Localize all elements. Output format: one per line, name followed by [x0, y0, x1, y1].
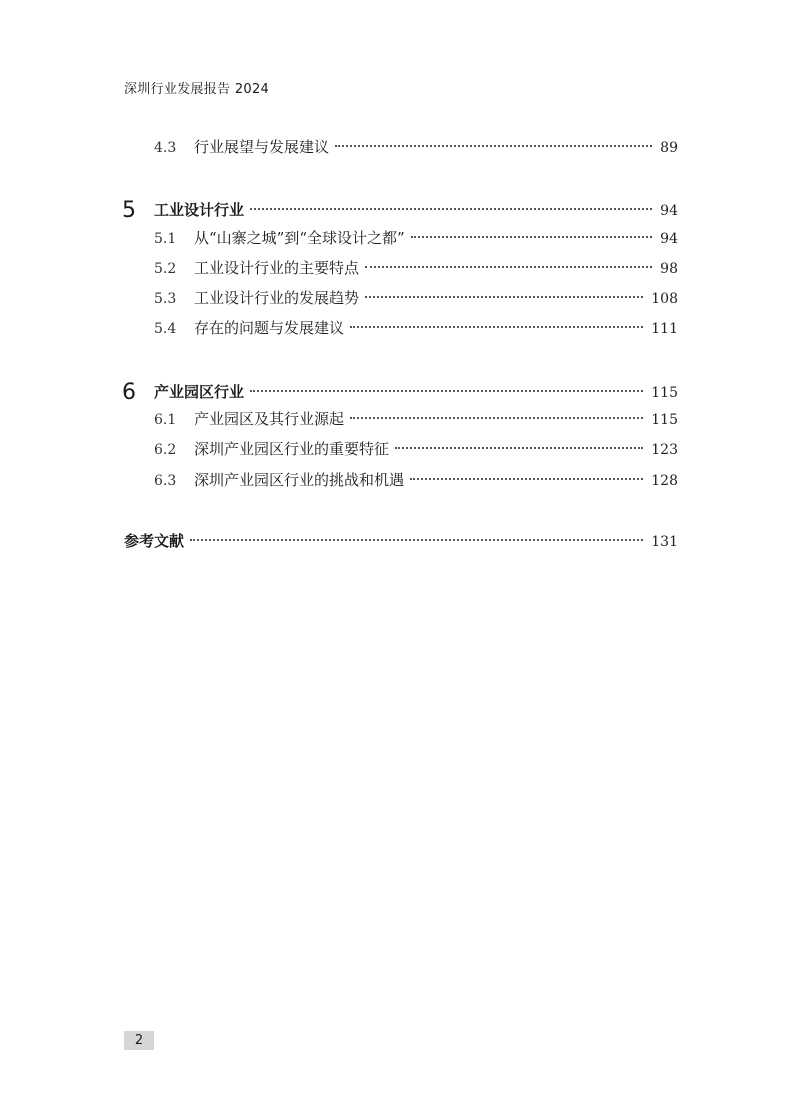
- page-number: 111: [651, 321, 678, 337]
- section-title: 深圳产业园区行业的重要特征: [194, 440, 390, 458]
- section-title: 工业设计行业的主要特点: [194, 259, 360, 277]
- toc-chapter-5[interactable]: [122, 196, 678, 223]
- toc-entry-5-3[interactable]: [154, 287, 678, 309]
- section-number: 6.1: [154, 412, 177, 428]
- section-number: 6.3: [154, 473, 177, 489]
- section-number: 5.2: [154, 261, 177, 277]
- toc-entry-6-1[interactable]: [154, 408, 678, 430]
- dot-leader: [250, 390, 643, 392]
- folio-page-number: 2: [124, 1031, 154, 1050]
- section-title: 产业园区及其行业源起: [194, 410, 345, 428]
- section-title: 工业设计行业的发展趋势: [194, 289, 360, 307]
- dot-leader: [365, 296, 643, 298]
- chapter-number: 6: [122, 380, 136, 405]
- section-title: 从“山寨之城”到“全球设计之都”: [194, 229, 405, 247]
- chapter-title: 产业园区行业: [154, 383, 245, 401]
- toc-entry-4-3[interactable]: [154, 136, 678, 158]
- section-title: 深圳产业园区行业的挑战和机遇: [194, 471, 405, 489]
- page-number: 108: [651, 291, 678, 307]
- dot-leader: [395, 447, 643, 449]
- dot-leader: [411, 236, 652, 238]
- page-number: 89: [660, 140, 678, 156]
- section-title: 行业展望与发展建议: [194, 138, 330, 156]
- page-number: 123: [651, 442, 678, 458]
- section-number: 5.4: [154, 321, 177, 337]
- dot-leader: [350, 417, 643, 419]
- page-number: 128: [651, 473, 678, 489]
- section-number: 5.1: [154, 231, 177, 247]
- dot-leader: [250, 208, 652, 210]
- toc-entry-6-3[interactable]: [154, 469, 678, 491]
- toc-entry-5-1[interactable]: [154, 227, 678, 249]
- page-number: 115: [651, 385, 678, 401]
- page-number: 98: [660, 261, 678, 277]
- chapter-number: 5: [122, 198, 136, 223]
- references-title: 参考文献: [124, 532, 185, 550]
- dot-leader: [365, 266, 652, 268]
- toc-chapter-6[interactable]: [122, 378, 678, 405]
- page-number: 94: [660, 231, 678, 247]
- section-title: 存在的问题与发展建议: [194, 319, 345, 337]
- toc-entry-5-2[interactable]: [154, 257, 678, 279]
- toc-entry-5-4[interactable]: [154, 317, 678, 339]
- dot-leader: [350, 326, 643, 328]
- dot-leader: [410, 478, 643, 480]
- section-number: 5.3: [154, 291, 177, 307]
- page-number: 94: [660, 203, 678, 219]
- running-header: 深圳行业发展报告 2024: [124, 82, 270, 97]
- toc-entry-6-2[interactable]: [154, 438, 678, 460]
- page-number: 131: [651, 534, 678, 550]
- section-number: 6.2: [154, 442, 177, 458]
- page-number: 115: [651, 412, 678, 428]
- section-number: 4.3: [154, 140, 177, 156]
- chapter-title: 工业设计行业: [154, 201, 245, 219]
- dot-leader: [190, 539, 643, 541]
- dot-leader: [335, 145, 652, 147]
- toc-references[interactable]: [124, 530, 678, 552]
